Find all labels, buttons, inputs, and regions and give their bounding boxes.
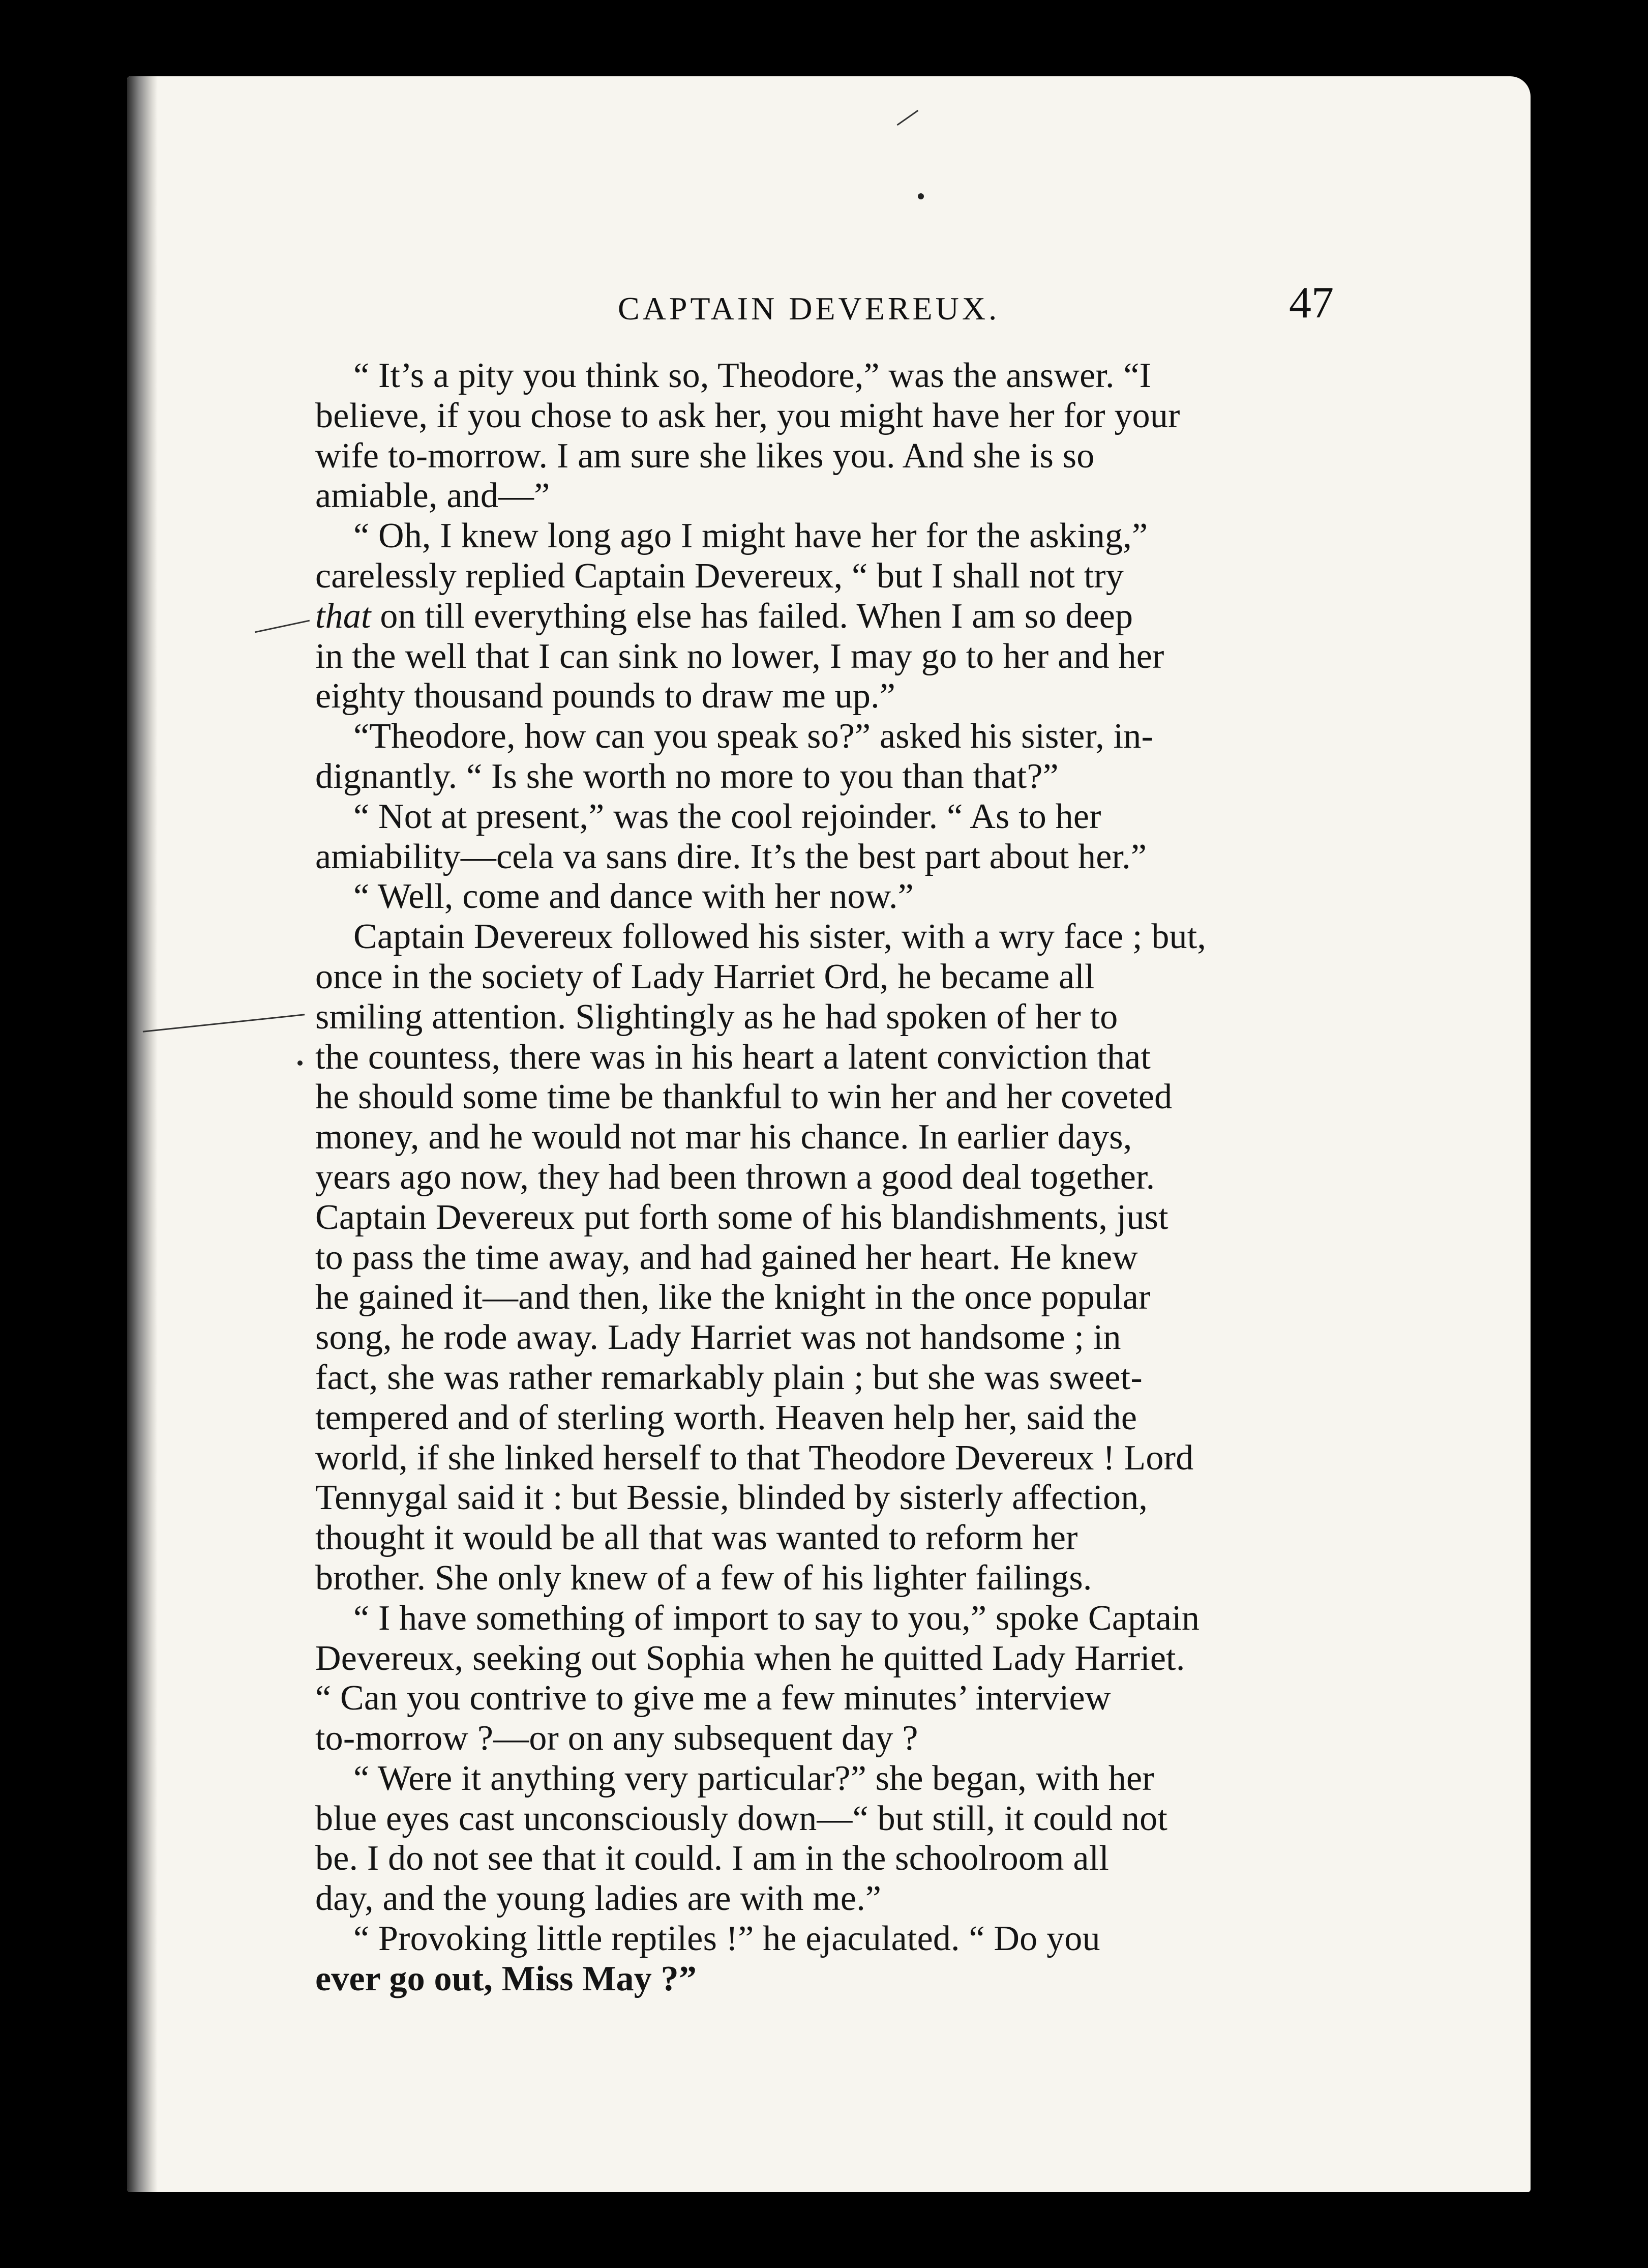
text-line: eighty thousand pounds to draw me up.”: [315, 676, 896, 716]
text-line: once in the society of Lady Harriet Ord, he became all: [315, 957, 1095, 996]
text-line: wife to-morrow. I am sure she likes you. And she is so: [315, 436, 1095, 476]
italic-word: that: [315, 596, 371, 636]
text-line: Captain Devereux followed his sister, with a wry face ; but,: [353, 917, 1207, 957]
text-line: “ Were it anything very particular?” she began, with her: [353, 1758, 1154, 1798]
text-line: “ I have something of import to say to you,” spoke Captain: [353, 1598, 1200, 1638]
text-line: day, and the young ladies are with me.”: [315, 1879, 882, 1919]
text-line: blue eyes cast unconsciously down—“ but still, it could not: [315, 1799, 1168, 1838]
text-line: world, if she linked herself to that Theodore Devereux ! Lord: [315, 1438, 1194, 1478]
pencil-mark: [897, 110, 919, 126]
text-line: ever go out, Miss May ?”: [315, 1959, 697, 1998]
pencil-mark: [255, 620, 310, 633]
text-line: “Theodore, how can you speak so?” asked his sister, in-: [353, 717, 1154, 756]
text-line: Captain Devereux put forth some of his blandishments, just: [315, 1197, 1168, 1237]
book-page: [127, 76, 1531, 2192]
page-binding-shadow: [127, 76, 158, 2192]
page-number: 47: [1289, 278, 1334, 328]
text-line: “ It’s a pity you think so, Theodore,” was the answer. “I: [353, 356, 1152, 395]
text-line: “ Not at present,” was the cool rejoinder. “ As to her: [353, 797, 1101, 836]
text-line: “ Well, come and dance with her now.”: [353, 877, 914, 917]
text-line: thought it would be all that was wanted to reform her: [315, 1518, 1078, 1558]
text-line: song, he rode away. Lady Harriet was not handsome ; in: [315, 1318, 1121, 1358]
text-line: “ Oh, I knew long ago I might have her for the asking,”: [353, 516, 1148, 556]
text-line: Devereux, seeking out Sophia when he quitted Lady Harriet.: [315, 1638, 1185, 1678]
running-head-title: CAPTAIN DEVEREUX.: [618, 290, 1000, 327]
ink-speck: [297, 1061, 303, 1066]
text-line: fact, she was rather remarkably plain ; but she was sweet-: [315, 1358, 1143, 1397]
text-line: amiable, and—”: [315, 476, 550, 516]
text-line: the countess, there was in his heart a latent conviction that: [315, 1037, 1151, 1077]
running-head: [127, 275, 1531, 336]
text-line: carelessly replied Captain Devereux, “ but I shall not try: [315, 556, 1124, 596]
text-line: “ Can you contrive to give me a few minutes’ interview: [315, 1678, 1111, 1718]
text-line: to-morrow ?—or on any subsequent day ?: [315, 1719, 918, 1758]
text-line: money, and he would not mar his chance. In earlier days,: [315, 1117, 1132, 1157]
ink-speck: [918, 193, 924, 199]
text-line: be. I do not see that it could. I am in the schoolroom all: [315, 1839, 1109, 1878]
text-line: dignantly. “ Is she worth no more to you than that?”: [315, 756, 1059, 796]
body-text: [315, 356, 1332, 1999]
text-line: believe, if you chose to ask her, you might have her for your: [315, 396, 1180, 435]
text-line: amiability—cela va sans dire. It’s the best part about her.”: [315, 837, 1147, 876]
text-line: brother. She only knew of a few of his lighter failings.: [315, 1558, 1092, 1598]
text-line: he should some time be thankful to win her and her coveted: [315, 1077, 1173, 1117]
text-line: smiling attention. Slightingly as he had spoken of her to: [315, 997, 1118, 1037]
text-line: “ Provoking little reptiles !” he ejaculated. “ Do you: [353, 1919, 1100, 1959]
text-line: [315, 597, 1332, 637]
text-line: to pass the time away, and had gained her heart. He knew: [315, 1238, 1138, 1277]
text-line: in the well that I can sink no lower, I may go to her and her: [315, 636, 1164, 676]
text-line-segment: on till everything else has failed. When I am so deep: [371, 596, 1133, 636]
text-line: tempered and of sterling worth. Heaven help her, said the: [315, 1398, 1137, 1437]
text-line: he gained it—and then, like the knight in the once popular: [315, 1278, 1151, 1317]
text-line: years ago now, they had been thrown a good deal together.: [315, 1157, 1155, 1197]
pencil-mark: [143, 1014, 305, 1032]
text-line: Tennygal said it : but Bessie, blinded by sisterly affection,: [315, 1478, 1148, 1518]
